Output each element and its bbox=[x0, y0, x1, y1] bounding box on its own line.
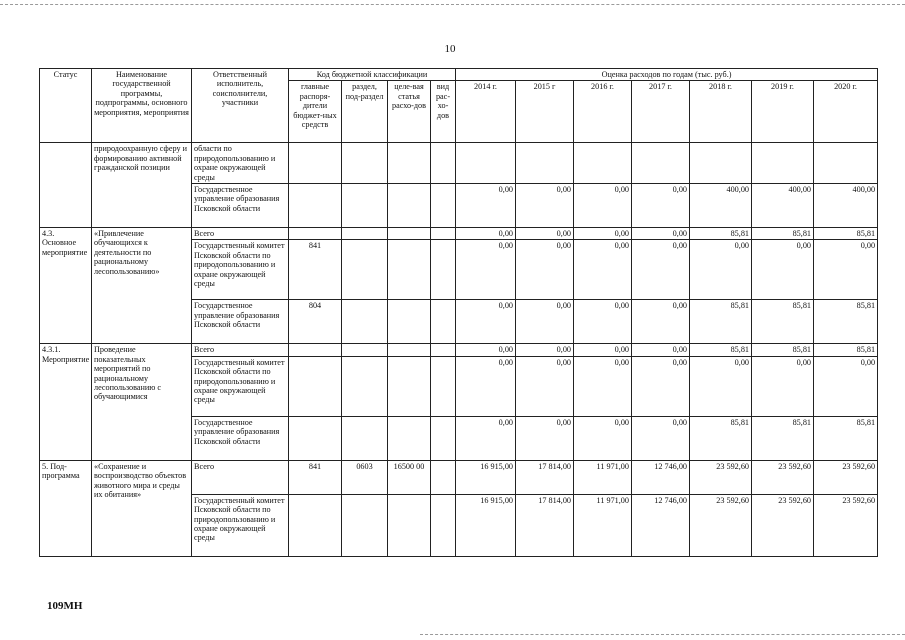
value-cell: 11 971,00 bbox=[574, 460, 632, 494]
value-cell: 0,00 bbox=[456, 344, 516, 356]
executor-cell: Государственный комитет Псковской области по природопользованию и охране окружающей среды bbox=[192, 494, 289, 556]
header-year: 2014 г. bbox=[456, 81, 516, 143]
value-cell: 0,00 bbox=[574, 228, 632, 240]
executor-cell: Государственный комитет Псковской области по природопользованию и охране окружающей среды bbox=[192, 240, 289, 300]
header-rzpr: раздел, под-раздел bbox=[342, 81, 388, 143]
header-vr: вид рас-хо-дов bbox=[431, 81, 456, 143]
header-estimate: Оценка расходов по годам (тыс. руб.) bbox=[456, 69, 878, 81]
value-cell: 85,81 bbox=[814, 300, 878, 344]
executor-cell: Государственное управление образования Псковской области bbox=[192, 300, 289, 344]
value-cell: 0,00 bbox=[632, 344, 690, 356]
value-cell: 0,00 bbox=[516, 240, 574, 300]
name-cell: природоохранную сферу и формированию активной гражданской позиции bbox=[92, 143, 192, 228]
value-cell: 0,00 bbox=[456, 356, 516, 416]
value-cell: 16 915,00 bbox=[456, 494, 516, 556]
value-cell: 0,00 bbox=[574, 184, 632, 228]
value-cell: 85,81 bbox=[690, 344, 752, 356]
scan-edge-bottom bbox=[420, 634, 905, 635]
value-cell: 400,00 bbox=[752, 184, 814, 228]
value-cell: 23 592,60 bbox=[752, 494, 814, 556]
value-cell: 85,81 bbox=[814, 344, 878, 356]
value-cell: 23 592,60 bbox=[690, 494, 752, 556]
value-cell: 0,00 bbox=[632, 416, 690, 460]
header-year: 2019 г. bbox=[752, 81, 814, 143]
executor-cell: Всего bbox=[192, 344, 289, 356]
table-row bbox=[40, 143, 878, 184]
value-cell: 400,00 bbox=[690, 184, 752, 228]
header-row bbox=[40, 69, 878, 81]
value-cell: 0,00 bbox=[814, 240, 878, 300]
value-cell: 23 592,60 bbox=[752, 460, 814, 494]
value-cell: 85,81 bbox=[752, 300, 814, 344]
value-cell: 11 971,00 bbox=[574, 494, 632, 556]
value-cell: 0,00 bbox=[516, 416, 574, 460]
grbs-cell: 841 bbox=[289, 460, 342, 494]
value-cell: 85,81 bbox=[814, 416, 878, 460]
value-cell: 17 814,00 bbox=[516, 494, 574, 556]
executor-cell: Государственное управление образования Псковской области bbox=[192, 416, 289, 460]
budget-table bbox=[39, 68, 878, 557]
executor-cell: Всего bbox=[192, 228, 289, 240]
value-cell: 0,00 bbox=[456, 300, 516, 344]
value-cell: 23 592,60 bbox=[814, 494, 878, 556]
grbs-cell: 804 bbox=[289, 300, 342, 344]
value-cell: 85,81 bbox=[752, 416, 814, 460]
executor-cell: области по природопользованию и охране окружающей среды bbox=[192, 143, 289, 184]
value-cell: 0,00 bbox=[456, 228, 516, 240]
name-cell: Проведение показательных мероприятий по рациональному лесопользованию с обучающимися bbox=[92, 344, 192, 460]
value-cell: 0,00 bbox=[574, 300, 632, 344]
value-cell: 0,00 bbox=[752, 356, 814, 416]
executor-cell: Всего bbox=[192, 460, 289, 494]
scan-edge-top bbox=[0, 4, 905, 5]
value-cell: 12 746,00 bbox=[632, 460, 690, 494]
status-cell: 4.3.1. Мероприятие bbox=[40, 344, 92, 460]
grbs-cell: 841 bbox=[289, 240, 342, 300]
value-cell: 0,00 bbox=[814, 356, 878, 416]
value-cell: 0,00 bbox=[632, 228, 690, 240]
value-cell: 0,00 bbox=[456, 184, 516, 228]
value-cell: 85,81 bbox=[752, 344, 814, 356]
value-cell: 85,81 bbox=[752, 228, 814, 240]
value-cell: 0,00 bbox=[690, 240, 752, 300]
csr-cell: 16500 00 bbox=[388, 460, 431, 494]
value-cell: 0,00 bbox=[516, 356, 574, 416]
value-cell: 85,81 bbox=[814, 228, 878, 240]
header-year: 2018 г. bbox=[690, 81, 752, 143]
document-code: 109МН bbox=[47, 600, 83, 612]
header-year: 2020 г. bbox=[814, 81, 878, 143]
page-number: 10 bbox=[444, 43, 456, 55]
header-budget-code: Код бюджетной классификации bbox=[289, 69, 456, 81]
value-cell: 400,00 bbox=[814, 184, 878, 228]
value-cell: 0,00 bbox=[632, 240, 690, 300]
value-cell: 16 915,00 bbox=[456, 460, 516, 494]
value-cell: 0,00 bbox=[456, 240, 516, 300]
header-year: 2017 г. bbox=[632, 81, 690, 143]
value-cell: 17 814,00 bbox=[516, 460, 574, 494]
value-cell: 0,00 bbox=[516, 228, 574, 240]
value-cell: 85,81 bbox=[690, 416, 752, 460]
table-row bbox=[40, 344, 878, 356]
value-cell: 12 746,00 bbox=[632, 494, 690, 556]
rzpr-cell: 0603 bbox=[342, 460, 388, 494]
value-cell: 0,00 bbox=[516, 344, 574, 356]
value-cell: 0,00 bbox=[632, 184, 690, 228]
value-cell: 0,00 bbox=[516, 184, 574, 228]
value-cell: 0,00 bbox=[574, 356, 632, 416]
value-cell: 0,00 bbox=[574, 416, 632, 460]
value-cell: 0,00 bbox=[456, 416, 516, 460]
executor-cell: Государственный комитет Псковской области по природопользованию и охране окружающей среды bbox=[192, 356, 289, 416]
value-cell: 0,00 bbox=[632, 356, 690, 416]
header-year: 2015 г bbox=[516, 81, 574, 143]
value-cell: 85,81 bbox=[690, 300, 752, 344]
value-cell: 0,00 bbox=[632, 300, 690, 344]
value-cell: 0,00 bbox=[516, 300, 574, 344]
table-row bbox=[40, 460, 878, 494]
status-cell bbox=[40, 143, 92, 228]
header-status: Статус bbox=[40, 69, 92, 143]
status-cell: 5. Под-программа bbox=[40, 460, 92, 556]
header-name: Наименование государственной программы, подпрограммы, основного мероприятия, мероприятия bbox=[92, 69, 192, 143]
table-row bbox=[40, 228, 878, 240]
header-executor: Ответственный исполнитель, соисполнители, участники bbox=[192, 69, 289, 143]
value-cell: 85,81 bbox=[690, 228, 752, 240]
header-year: 2016 г. bbox=[574, 81, 632, 143]
executor-cell: Государственное управление образования Псковской области bbox=[192, 184, 289, 228]
name-cell: «Привлечение обучающихся к деятельности по рациональному лесопользованию» bbox=[92, 228, 192, 344]
header-grbs: главные распоря-дители бюджет-ных средств bbox=[289, 81, 342, 143]
status-cell: 4.3. Основное мероприятие bbox=[40, 228, 92, 344]
name-cell: «Сохранение и воспроизводство объектов животного мира и среды их обитания» bbox=[92, 460, 192, 556]
value-cell: 0,00 bbox=[690, 356, 752, 416]
value-cell: 0,00 bbox=[752, 240, 814, 300]
value-cell: 23 592,60 bbox=[690, 460, 752, 494]
header-csr: целе-вая статья расхо-дов bbox=[388, 81, 431, 143]
value-cell: 0,00 bbox=[574, 344, 632, 356]
value-cell: 0,00 bbox=[574, 240, 632, 300]
value-cell: 23 592,60 bbox=[814, 460, 878, 494]
